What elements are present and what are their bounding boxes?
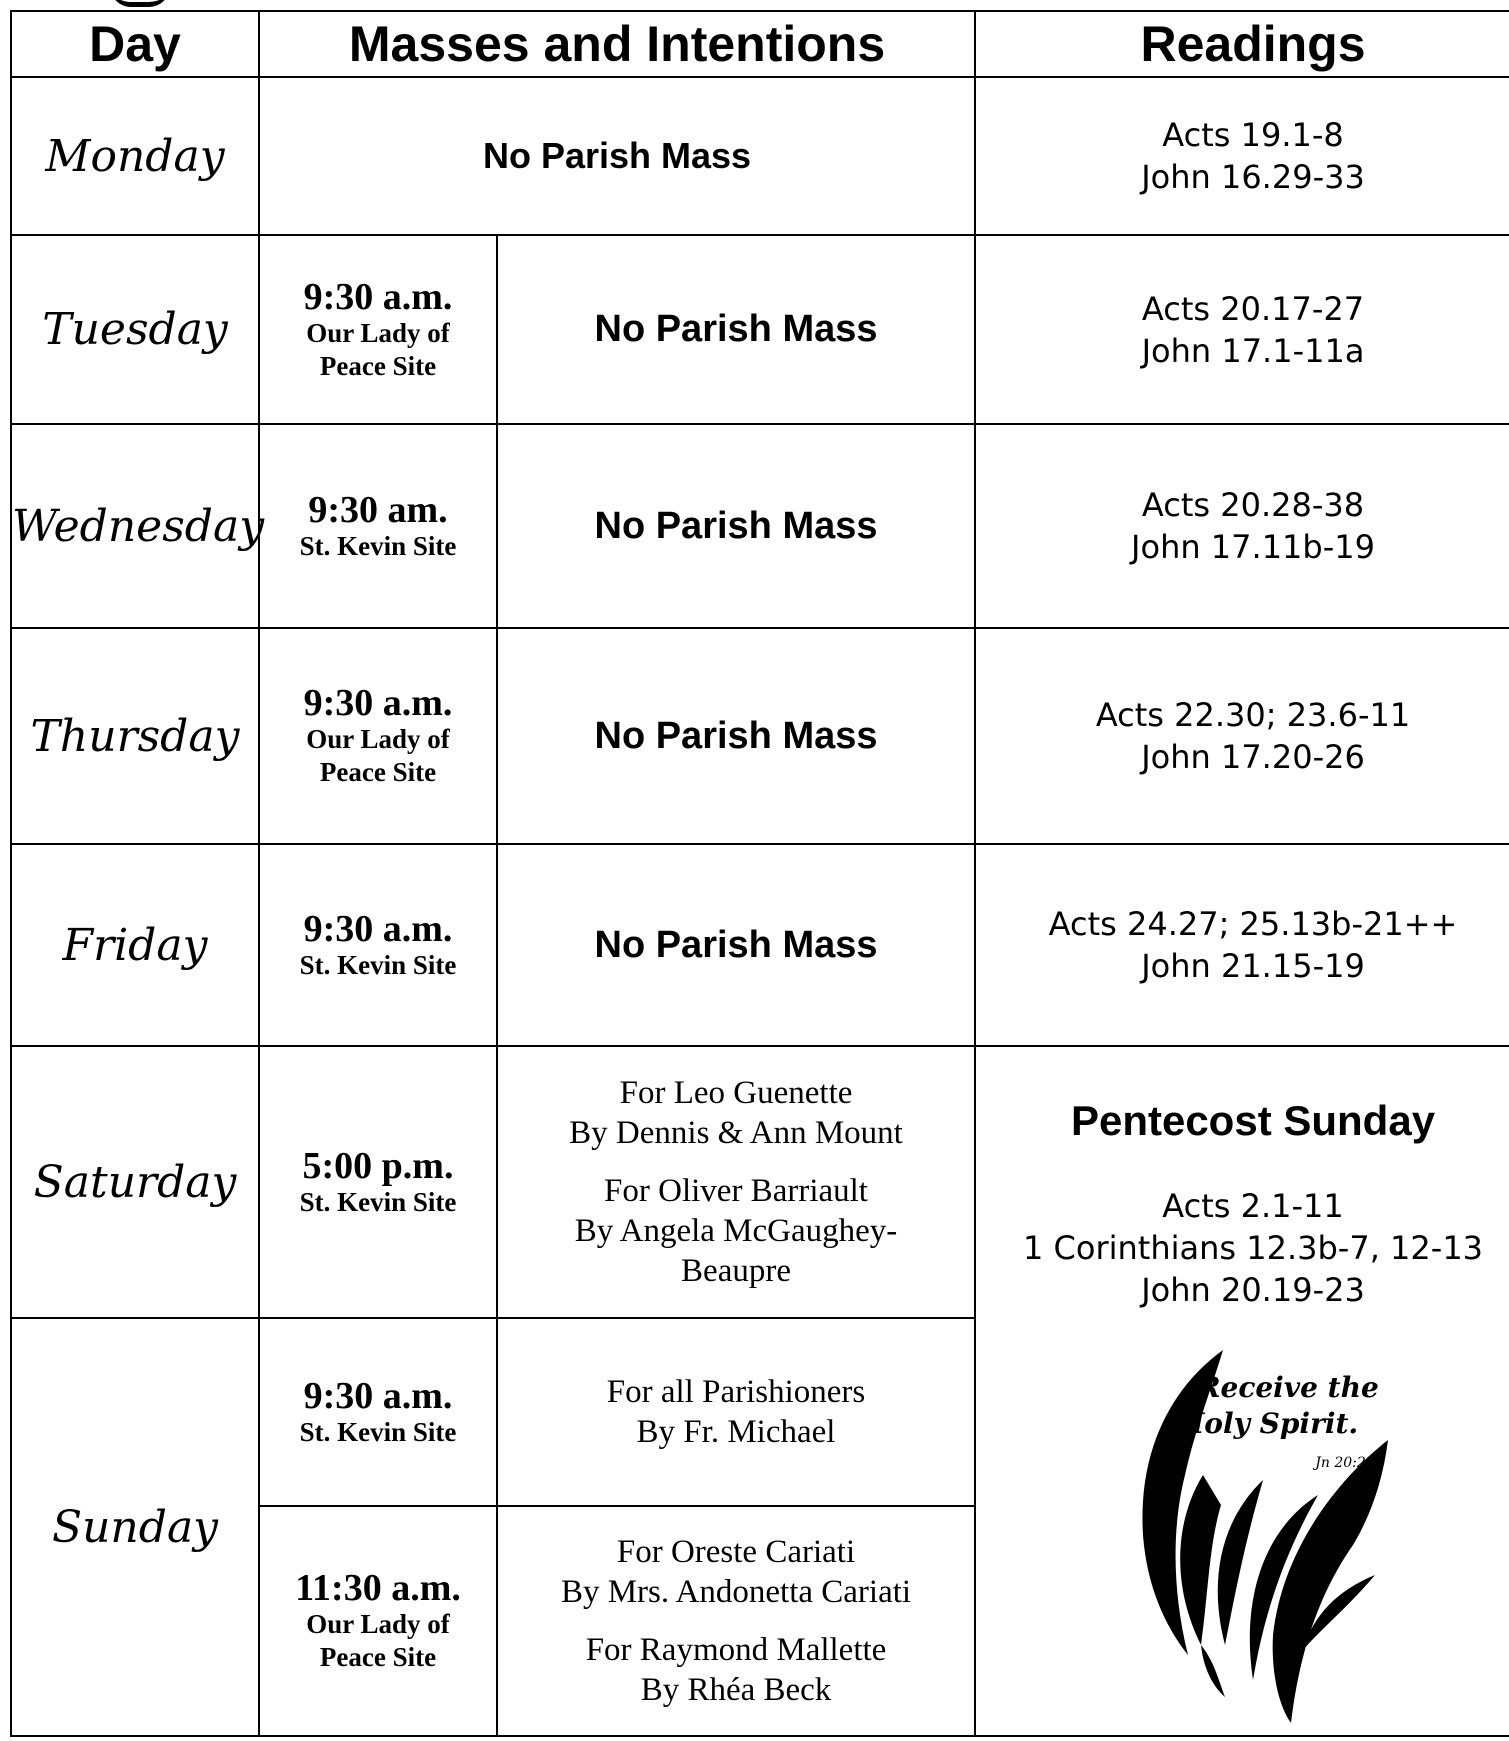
intention-wednesday: No Parish Mass	[497, 424, 975, 628]
mass-site: Our Lady of	[306, 724, 450, 754]
pentecost-title: Pentecost Sunday	[1070, 1097, 1436, 1144]
day-sunday: Sunday	[11, 1318, 259, 1736]
time-cell-sunday-1	[259, 1318, 497, 1506]
reading-line: Acts 20.28-38	[1141, 486, 1365, 524]
reading-line: 1 Corinthians 12.3b-7, 12-13	[1023, 1229, 1484, 1267]
image-text-line: Holy Spirit.	[1177, 1407, 1359, 1440]
intention-line: For Oliver Barriault	[604, 1173, 868, 1209]
day-thursday: Thursday	[11, 628, 259, 844]
readings-friday	[975, 844, 1509, 1046]
reading-line: John 21.15-19	[1141, 947, 1365, 985]
reading-line: John 17.1-11a	[1141, 331, 1365, 370]
monday-note: No Parish Mass	[259, 77, 975, 235]
header-day: Day	[11, 11, 259, 77]
day-tuesday: Tuesday	[11, 235, 259, 424]
header-row	[11, 11, 1509, 77]
intention-sunday-2	[497, 1506, 975, 1736]
holy-spirit-flame-image	[1113, 1345, 1393, 1725]
reading-line: John 16.29-33	[1141, 158, 1365, 196]
row-wednesday	[11, 424, 1509, 628]
readings-thursday	[975, 628, 1509, 844]
reading-line: Acts 20.17-27	[1141, 289, 1365, 328]
time-cell-thursday	[259, 628, 497, 844]
readings-wednesday	[975, 424, 1509, 628]
mass-time: 9:30 a.m.	[303, 682, 453, 724]
reading-line: John 20.19-23	[1141, 1271, 1365, 1309]
intention-line: For Leo Guenette	[619, 1075, 853, 1111]
reading-line: John 17.20-26	[1141, 738, 1365, 776]
mass-site: St. Kevin Site	[299, 1416, 457, 1447]
mass-site: Peace Site	[319, 757, 437, 787]
mass-time: 9:30 a.m.	[303, 275, 453, 318]
mass-site: Peace Site	[319, 350, 437, 381]
intention-friday: No Parish Mass	[497, 844, 975, 1046]
intention-sunday-1	[497, 1318, 975, 1506]
time-cell-wednesday	[259, 424, 497, 628]
row-saturday	[11, 1046, 1509, 1318]
intention-line: For all Parishioners	[606, 1374, 866, 1410]
time-cell-tuesday	[259, 235, 497, 424]
pentecost-readings	[976, 1185, 1509, 1311]
image-text-line: Receive the	[1197, 1371, 1379, 1404]
reading-line: Acts 24.27; 25.13b-21++	[1048, 905, 1458, 943]
intention-line: By Dennis & Ann Mount	[569, 1115, 903, 1151]
mass-site: Our Lady of	[306, 317, 450, 348]
mass-time: 11:30 a.m.	[295, 1567, 461, 1609]
mass-time: 9:30 am.	[308, 488, 448, 531]
mass-site: St. Kevin Site	[299, 1186, 457, 1217]
intention-thursday: No Parish Mass	[497, 628, 975, 844]
intention-line: For Raymond Mallette	[585, 1632, 887, 1668]
mass-site: Our Lady of	[306, 1609, 450, 1639]
reading-line: Acts 19.1-8	[1162, 116, 1344, 154]
row-thursday	[11, 628, 1509, 844]
time-cell-saturday	[259, 1046, 497, 1318]
day-saturday: Saturday	[11, 1046, 259, 1318]
header-readings: Readings	[975, 11, 1509, 77]
intention-tuesday: No Parish Mass	[497, 235, 975, 424]
reading-line: Acts 22.30; 23.6-11	[1095, 696, 1411, 734]
row-friday	[11, 844, 1509, 1046]
time-cell-friday	[259, 844, 497, 1046]
intention-line: By Rhéa Beck	[640, 1672, 832, 1708]
mass-time: 9:30 a.m.	[303, 1374, 453, 1417]
reading-line: John 17.11b-19	[1131, 528, 1375, 566]
mass-time: 5:00 p.m.	[302, 1144, 454, 1187]
mass-site: Peace Site	[319, 1642, 437, 1672]
reading-line: Acts 2.1-11	[1162, 1187, 1344, 1225]
mass-schedule-table	[10, 10, 1509, 1737]
intention-line: By Angela McGaughey-	[574, 1213, 898, 1249]
image-text-line: Jn 20:22	[1315, 1455, 1375, 1471]
row-monday	[11, 77, 1509, 235]
day-friday: Friday	[11, 844, 259, 1046]
readings-pentecost	[975, 1046, 1509, 1736]
day-wednesday: Wednesday	[11, 424, 259, 628]
mass-site: St. Kevin Site	[299, 949, 457, 980]
row-tuesday	[11, 235, 1509, 424]
mass-site: St. Kevin Site	[299, 530, 457, 561]
intention-line: Beaupre	[681, 1253, 791, 1289]
header-masses: Masses and Intentions	[259, 11, 975, 77]
decorative-top-mark	[110, 0, 170, 7]
intention-line: By Fr. Michael	[636, 1414, 836, 1450]
time-cell-sunday-2	[259, 1506, 497, 1736]
intention-saturday	[497, 1046, 975, 1318]
day-monday: Monday	[11, 77, 259, 235]
readings-tuesday	[975, 235, 1509, 424]
intention-line: By Mrs. Andonetta Cariati	[560, 1574, 912, 1610]
intention-line: For Oreste Cariati	[616, 1534, 856, 1570]
readings-monday	[975, 77, 1509, 235]
mass-time: 9:30 a.m.	[303, 907, 453, 950]
